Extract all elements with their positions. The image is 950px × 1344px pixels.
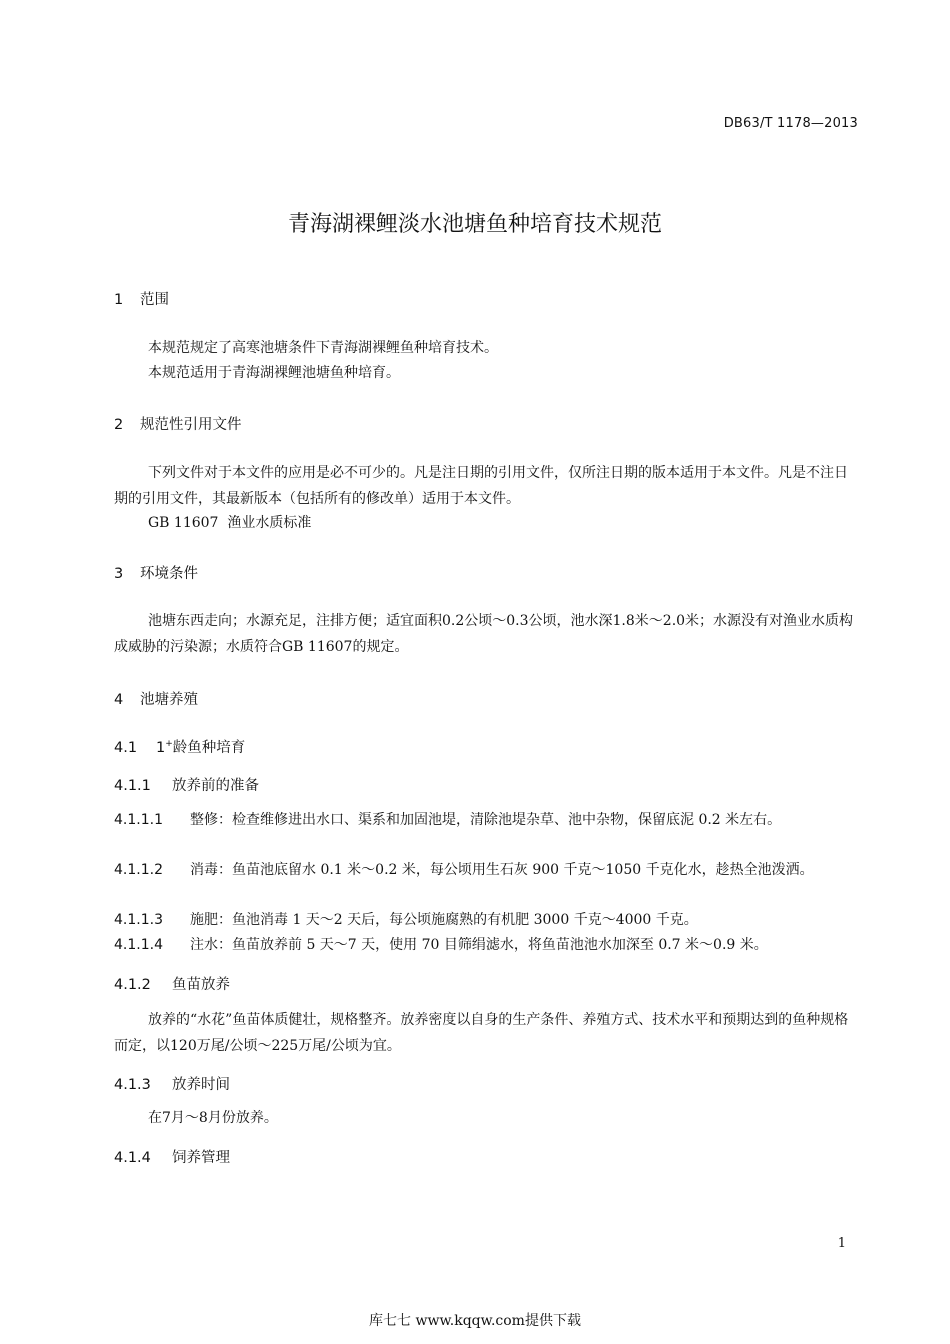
section-title: 规范性引用文件: [140, 417, 242, 433]
clause-number: 4.1.1.4: [114, 937, 163, 953]
normative-reference: GB 11607 渔业水质标准: [148, 515, 312, 531]
heading-plus-superscript: +: [165, 739, 173, 750]
section-2-heading: [114, 413, 242, 434]
section-number: 2: [114, 417, 124, 433]
clause-number: 4.1.1.3: [114, 912, 163, 928]
footer-watermark-text: 库七七 www.kqqw.com提供下载: [369, 1313, 581, 1329]
section-number: 4.1.1: [114, 778, 151, 794]
heading-age-number: 1: [156, 740, 166, 756]
section-title: 池塘养殖: [140, 692, 198, 708]
section-4-1-2-heading: [114, 973, 230, 994]
section-number: 4.1.2: [114, 977, 151, 993]
section-4-1-2-paragraph: [114, 1007, 860, 1059]
section-1-paragraph-2: 本规范适用于青海湖裸鲤池塘鱼种培育。: [148, 365, 400, 381]
section-number: 4: [114, 692, 124, 708]
section-title: 放养前的准备: [172, 778, 259, 794]
section-3-paragraph: [114, 608, 860, 660]
section-number: 1: [114, 292, 124, 308]
page-number: 1: [837, 1236, 846, 1251]
clause-number: 4.1.1.1: [114, 812, 163, 828]
section-title: 龄鱼种培育: [172, 740, 246, 756]
section-4-1-3-paragraph: 在7月～8月份放养。: [148, 1110, 278, 1126]
document-title: 青海湖裸鲤淡水池塘鱼种培育技术规范: [287, 212, 662, 237]
section-3-paragraph-text: 池塘东西走向；水源充足，注排方便；适宜面积0.2公顷～0.3公顷，池水深1.8米～2.0米；水源没有对渔业水质构成威胁的污染源；水质符合GB 11607的规定。: [114, 613, 854, 655]
section-title: 环境条件: [140, 566, 198, 582]
section-4-1-1-heading: [114, 774, 259, 795]
clause-text: 注水：鱼苗放养前 5 天～7 天，使用 70 目筛绢滤水，将鱼苗池池水加深至 0.7 米～0.9 米。: [190, 937, 768, 953]
section-4-1-heading: [114, 736, 245, 757]
clause-4-1-1-4: [114, 933, 860, 958]
section-2-paragraph-text: 下列文件对于本文件的应用是必不可少的。凡是注日期的引用文件，仅所注日期的版本适用于本文件。凡是不注日期的引用文件，其最新版本（包括所有的修改单）适用于本文件。: [114, 465, 848, 507]
clause-number: 4.1.1.2: [114, 862, 163, 878]
clause-4-1-1-3: [114, 908, 860, 933]
section-4-1-4-heading: [114, 1146, 230, 1167]
clause-text: 施肥：鱼池消毒 1 天～2 天后，每公顷施腐熟的有机肥 3000 千克～4000 千克。: [190, 912, 698, 928]
section-number: 4.1: [114, 740, 138, 756]
section-2-paragraph: [114, 460, 860, 512]
clause-4-1-1-2: [114, 858, 860, 883]
section-4-1-3-heading: [114, 1073, 230, 1094]
section-4-heading: [114, 688, 198, 709]
section-number: 3: [114, 566, 124, 582]
clause-4-1-1-1: [114, 808, 860, 833]
clause-text: 消毒：鱼苗池底留水 0.1 米～0.2 米，每公顷用生石灰 900 千克～1050 千克化水，趁热全池泼洒。: [190, 862, 814, 878]
section-title: 鱼苗放养: [172, 977, 230, 993]
section-title: 饲养管理: [172, 1150, 230, 1166]
section-title: 放养时间: [172, 1077, 230, 1093]
section-title: 范围: [140, 292, 169, 308]
section-1-paragraph-1: 本规范规定了高寒池塘条件下青海湖裸鲤鱼种培育技术。: [148, 340, 498, 356]
section-number: 4.1.3: [114, 1077, 151, 1093]
standard-code: DB63/T 1178—2013: [723, 116, 858, 131]
section-4-1-2-paragraph-text: 放养的“水花”鱼苗体质健壮，规格整齐。放养密度以自身的生产条件、养殖方式、技术水平和预期达到的鱼种规格而定，以120万尾/公顷～225万尾/公顷为宜。: [114, 1012, 849, 1054]
section-1-heading: [114, 288, 169, 309]
section-number: 4.1.4: [114, 1150, 151, 1166]
section-3-heading: [114, 562, 198, 583]
clause-text: 整修：检查维修进出水口、渠系和加固池堤，清除池堤杂草、池中杂物，保留底泥 0.2 米左右。: [190, 812, 782, 828]
